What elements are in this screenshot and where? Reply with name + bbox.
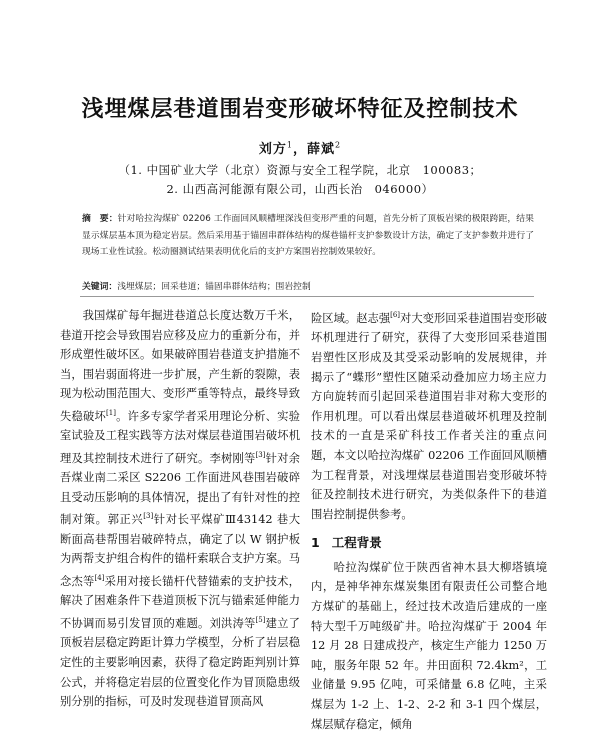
- abstract-label: 摘 要：: [82, 214, 118, 224]
- body-text: 采用对接长锚杆代替锚索的支护技术，解决了困难条件下巷道顶板下沉与锚索延伸能力不协调而易引发冒顶的难题。刘洪涛等: [60, 574, 300, 630]
- section-title: 工程背景: [331, 535, 382, 551]
- body-text: 建立了顶板岩层稳定跨距计算力学模型，分析了岩层稳定性的主要影响因素，获得了稳定跨距判别计算公式，并将稳定岩层的位置变化作为冒顶隐患级别分别的指标，可及时发现巷道冒顶高风: [60, 616, 300, 709]
- affiliation-2: 2. 山西高河能源有限公司，山西长治 046000）: [166, 182, 434, 196]
- body-text: 我国煤矿每年掘进巷道总长度达数万千米，巷道开挖会导致围岩应移及应力的重新分布，并形成塑性破坏区。如果破碎围岩巷道支护措施不当，围岩弱面将进一步扩展，产生新的裂隙，表现为松动围范围大、变形严重等特点，最终导致失稳破坏: [60, 309, 300, 423]
- citation: [6]: [390, 311, 401, 319]
- body-column-left: [60, 306, 300, 710]
- author-line: [0, 138, 600, 157]
- affiliation-1: （1. 中国矿业大学（北京）资源与安全工程学院，北京 100083；: [118, 163, 482, 177]
- keywords-text: 浅埋煤层；回采巷道；锚固串群体结构；围岩控制: [117, 282, 311, 292]
- body-paragraph: [311, 306, 547, 524]
- keywords: [82, 279, 534, 292]
- section-divider: [80, 296, 534, 297]
- abstract-text: 针对哈拉沟煤矿 02206 工作面回风顺槽埋深浅但变形严重的问题，首先分析了顶板岩梁的极限跨距，结果显示煤层基本顶为稳定岩层。然后采用基于锚固串群体结构的煤巷锚杆支护参数设计方法，确定了支护参数并进行了现场工业性试验。松动圈测试结果表明优化后的支护方案围岩控制效果较好。: [82, 214, 534, 257]
- section-number: 1: [311, 535, 320, 551]
- author-separator: ，: [292, 142, 307, 157]
- body-text: 针对余吾煤业南二采区 S2206 工作面进风巷围岩破碎且受动压影响的具体情况，提出了有针对性的控制对策。郭正兴: [60, 451, 300, 527]
- citation: [1]: [106, 408, 116, 417]
- body-paragraph: [60, 306, 300, 712]
- body-text: 险区域。赵志强: [311, 311, 391, 325]
- citation: [3]: [143, 512, 154, 521]
- author-name: 刘方: [258, 142, 287, 157]
- section-heading: [311, 533, 547, 553]
- citation: [4]: [94, 574, 105, 583]
- paper-title: 浅埋煤层巷道围岩变形破坏特征及控制技术: [81, 97, 519, 122]
- keywords-label: 关键词：: [82, 282, 118, 292]
- body-text: 针对长平煤矿Ⅲ43142 巷大断面高巷帮围岩破碎特点，确定了以 W 钢护板为两帮支护组合构件的锚杆索联合支护方案。马念杰等: [60, 513, 300, 588]
- author-affil-mark: 1: [286, 140, 293, 150]
- body-text: 对大变形回采巷道围岩变形破坏机理进行了研究，获得了大变形回采巷道围岩塑性区形成及其受采动影响的发展规律，并揭示了“蝶形”塑性区随采动叠加应力场主应力方向旋转而引起回采巷道围岩非对称大变形的作用机理。可以看出煤层巷道破坏机理及控制技术的一直是采矿科技工作者关注的重点问题，本文以哈拉沟煤矿 02206 工作面回风顺槽为工程背景，对浅埋煤层巷道围岩变形破坏特征及控制技术进行研究，为类似条件下的巷道围岩控制提供参考。: [311, 311, 547, 521]
- author-name: 薛斌: [307, 142, 336, 157]
- body-column-right: [311, 306, 547, 731]
- body-paragraph: 哈拉沟煤矿位于陕西省神木县大柳塔镇境内，是神华神东煤炭集团有限责任公司整合地方煤矿的基础上，经过技术改造后建成的一座特大型千万吨级矿井。哈拉沟煤矿于 2004 年 12 月 28 日建成投产，核定生产能力 1250 万吨，服务年限 52 年。井田面积 72.4km²，工业储量 9.95 亿吨，可采储量 6.8 亿吨，主采煤层为 1-2 上、1-2、2-2 和 3-1 四个煤层，煤层赋存稳定，倾角: [311, 560, 547, 731]
- author-affil-mark: 2: [335, 140, 342, 150]
- citation: [3]: [255, 450, 266, 459]
- body-text: 。许多专家学者采用理论分析、实验室试验及工程实践等方法对煤层巷道围岩破坏机理及其控制技术进行了研究。李树刚等: [60, 409, 300, 465]
- abstract: [82, 211, 534, 261]
- citation: [5]: [255, 615, 266, 624]
